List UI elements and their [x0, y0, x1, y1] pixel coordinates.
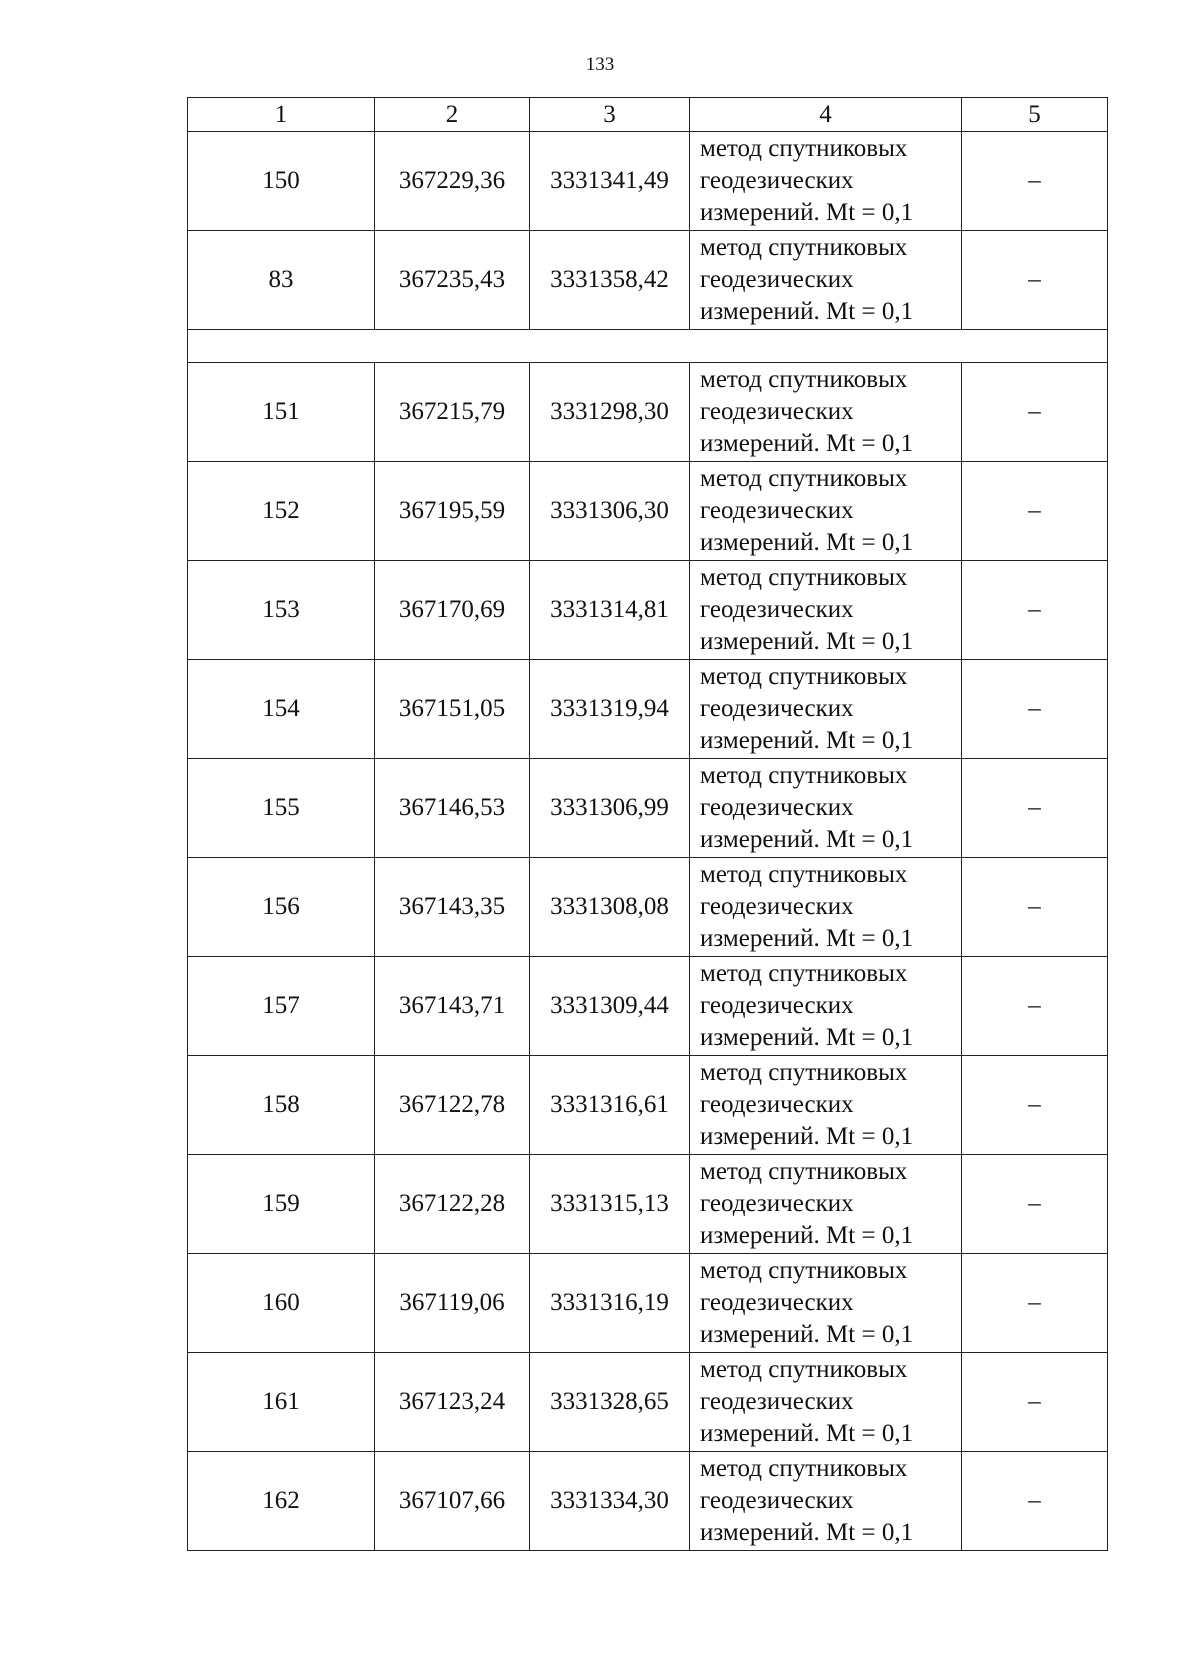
group-separator-row	[188, 330, 1108, 363]
point-number-cell: 152	[188, 462, 375, 561]
y-coordinate-cell: 3331319,94	[530, 660, 690, 759]
method-line: метод спутниковых	[700, 135, 908, 162]
method-line: метод спутниковых	[700, 762, 908, 789]
note-cell: –	[962, 957, 1108, 1056]
point-number-cell: 161	[188, 1353, 375, 1452]
x-coordinate-cell: 367229,36	[375, 132, 530, 231]
method-line: метод спутниковых	[700, 1455, 908, 1482]
method-line: измерений. Mt = 0,1	[700, 727, 914, 754]
y-coordinate-cell: 3331314,81	[530, 561, 690, 660]
column-header-4: 4	[690, 98, 962, 132]
method-cell	[690, 231, 962, 330]
method-cell	[690, 858, 962, 957]
method-line: геодезических	[700, 266, 854, 293]
method-line: метод спутниковых	[700, 663, 908, 690]
method-line: метод спутниковых	[700, 1158, 908, 1185]
method-line: метод спутниковых	[700, 960, 908, 987]
x-coordinate-cell: 367146,53	[375, 759, 530, 858]
method-line: геодезических	[700, 893, 854, 920]
method-line: геодезических	[700, 992, 854, 1019]
method-line: метод спутниковых	[700, 1257, 908, 1284]
table-row	[188, 1353, 1108, 1452]
method-cell	[690, 957, 962, 1056]
point-number-cell: 155	[188, 759, 375, 858]
point-number-cell: 158	[188, 1056, 375, 1155]
table-row	[188, 561, 1108, 660]
y-coordinate-cell: 3331306,30	[530, 462, 690, 561]
y-coordinate-cell: 3331308,08	[530, 858, 690, 957]
y-coordinate-cell: 3331341,49	[530, 132, 690, 231]
method-cell	[690, 363, 962, 462]
point-number-cell: 151	[188, 363, 375, 462]
method-line: геодезических	[700, 1289, 854, 1316]
method-cell	[690, 660, 962, 759]
y-coordinate-cell: 3331315,13	[530, 1155, 690, 1254]
table-row	[188, 132, 1108, 231]
x-coordinate-cell: 367151,05	[375, 660, 530, 759]
table-row	[188, 1254, 1108, 1353]
x-coordinate-cell: 367143,71	[375, 957, 530, 1056]
method-line: измерений. Mt = 0,1	[700, 1519, 914, 1546]
method-line: измерений. Mt = 0,1	[700, 298, 914, 325]
method-cell	[690, 561, 962, 660]
method-line: метод спутниковых	[700, 1059, 908, 1086]
method-cell	[690, 462, 962, 561]
point-number-cell: 154	[188, 660, 375, 759]
x-coordinate-cell: 367170,69	[375, 561, 530, 660]
table-row	[188, 957, 1108, 1056]
note-cell: –	[962, 1353, 1108, 1452]
method-cell	[690, 1353, 962, 1452]
method-line: геодезических	[700, 167, 854, 194]
point-number-cell: 153	[188, 561, 375, 660]
point-number-cell: 156	[188, 858, 375, 957]
x-coordinate-cell: 367195,59	[375, 462, 530, 561]
method-cell	[690, 759, 962, 858]
x-coordinate-cell: 367235,43	[375, 231, 530, 330]
column-header-3: 3	[530, 98, 690, 132]
method-cell	[690, 1056, 962, 1155]
method-line: измерений. Mt = 0,1	[700, 430, 914, 457]
point-number-cell: 83	[188, 231, 375, 330]
point-number-cell: 150	[188, 132, 375, 231]
page-number: 133	[585, 54, 615, 75]
note-cell: –	[962, 462, 1108, 561]
column-header-5: 5	[962, 98, 1108, 132]
y-coordinate-cell: 3331334,30	[530, 1452, 690, 1551]
point-number-cell: 160	[188, 1254, 375, 1353]
y-coordinate-cell: 3331298,30	[530, 363, 690, 462]
point-number-cell: 157	[188, 957, 375, 1056]
method-line: геодезических	[700, 596, 854, 623]
x-coordinate-cell: 367107,66	[375, 1452, 530, 1551]
method-line: геодезических	[700, 1091, 854, 1118]
method-line: измерений. Mt = 0,1	[700, 1123, 914, 1150]
table-row	[188, 231, 1108, 330]
method-line: метод спутниковых	[700, 465, 908, 492]
table-body	[188, 98, 1108, 1551]
point-number-cell: 162	[188, 1452, 375, 1551]
table-row	[188, 759, 1108, 858]
x-coordinate-cell: 367143,35	[375, 858, 530, 957]
note-cell: –	[962, 231, 1108, 330]
point-number-cell: 159	[188, 1155, 375, 1254]
x-coordinate-cell: 367119,06	[375, 1254, 530, 1353]
method-line: измерений. Mt = 0,1	[700, 1024, 914, 1051]
method-line: метод спутниковых	[700, 564, 908, 591]
method-line: геодезических	[700, 794, 854, 821]
y-coordinate-cell: 3331306,99	[530, 759, 690, 858]
method-line: геодезических	[700, 1388, 854, 1415]
note-cell: –	[962, 363, 1108, 462]
note-cell: –	[962, 660, 1108, 759]
method-line: геодезических	[700, 398, 854, 425]
method-line: измерений. Mt = 0,1	[700, 1222, 914, 1249]
y-coordinate-cell: 3331328,65	[530, 1353, 690, 1452]
method-cell	[690, 1155, 962, 1254]
table-row	[188, 1155, 1108, 1254]
method-line: измерений. Mt = 0,1	[700, 925, 914, 952]
method-cell	[690, 1254, 962, 1353]
group-separator-cell	[188, 330, 1108, 363]
method-line: геодезических	[700, 1190, 854, 1217]
table-row	[188, 1452, 1108, 1551]
table-row	[188, 462, 1108, 561]
method-line: измерений. Mt = 0,1	[700, 529, 914, 556]
method-line: измерений. Mt = 0,1	[700, 628, 914, 655]
method-line: метод спутниковых	[700, 861, 908, 888]
x-coordinate-cell: 367215,79	[375, 363, 530, 462]
note-cell: –	[962, 561, 1108, 660]
method-line: измерений. Mt = 0,1	[700, 1420, 914, 1447]
column-header-1: 1	[188, 98, 375, 132]
note-cell: –	[962, 1254, 1108, 1353]
note-cell: –	[962, 132, 1108, 231]
note-cell: –	[962, 1452, 1108, 1551]
y-coordinate-cell: 3331309,44	[530, 957, 690, 1056]
method-line: геодезических	[700, 695, 854, 722]
table-row	[188, 858, 1108, 957]
x-coordinate-cell: 367122,28	[375, 1155, 530, 1254]
note-cell: –	[962, 1056, 1108, 1155]
x-coordinate-cell: 367122,78	[375, 1056, 530, 1155]
method-line: метод спутниковых	[700, 1356, 908, 1383]
method-line: метод спутниковых	[700, 366, 908, 393]
note-cell: –	[962, 1155, 1108, 1254]
coordinates-table	[187, 97, 1108, 1551]
method-cell	[690, 132, 962, 231]
method-line: измерений. Mt = 0,1	[700, 826, 914, 853]
x-coordinate-cell: 367123,24	[375, 1353, 530, 1452]
method-line: измерений. Mt = 0,1	[700, 1321, 914, 1348]
method-line: геодезических	[700, 497, 854, 524]
note-cell: –	[962, 858, 1108, 957]
method-cell	[690, 1452, 962, 1551]
table-row	[188, 1056, 1108, 1155]
note-cell: –	[962, 759, 1108, 858]
method-line: измерений. Mt = 0,1	[700, 199, 914, 226]
method-line: геодезических	[700, 1487, 854, 1514]
y-coordinate-cell: 3331358,42	[530, 231, 690, 330]
y-coordinate-cell: 3331316,19	[530, 1254, 690, 1353]
table-header-row	[188, 98, 1108, 132]
y-coordinate-cell: 3331316,61	[530, 1056, 690, 1155]
table-row	[188, 363, 1108, 462]
column-header-2: 2	[375, 98, 530, 132]
table-row	[188, 660, 1108, 759]
method-line: метод спутниковых	[700, 234, 908, 261]
